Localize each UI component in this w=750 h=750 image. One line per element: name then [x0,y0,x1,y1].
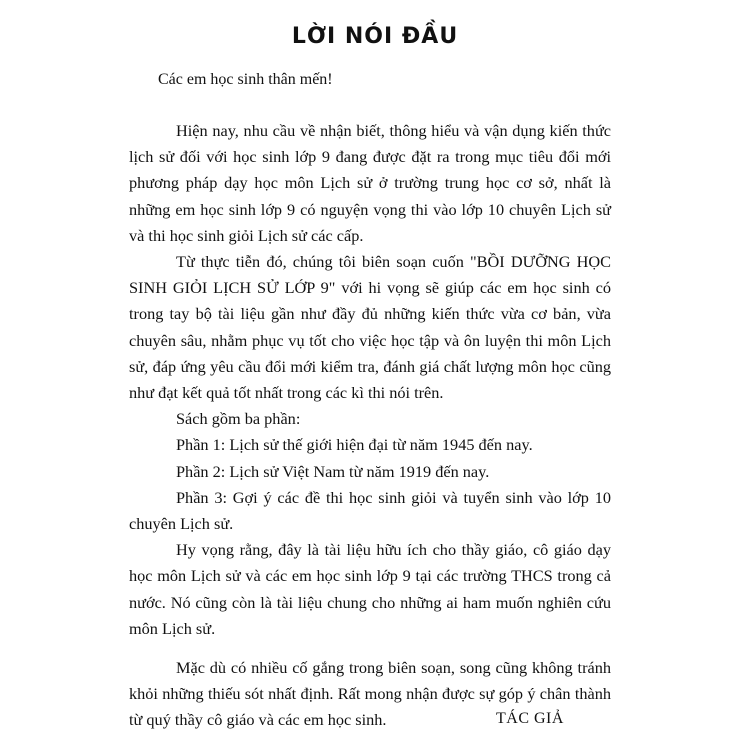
book-part-1: Phần 1: Lịch sử thế giới hiện đại từ năm 1945 đến nay. [176,435,533,455]
author-signature: TÁC GIẢ [496,710,564,727]
book-part-2: Phần 2: Lịch sử Việt Nam từ năm 1919 đến nay. [176,461,490,481]
paragraph-intro: Hiện nay, nhu cầu về nhận biết, thông hiểu và vận dụng kiến thức lịch sử đối với học sinh lớp 9 đang được đặt ra trong mục tiêu đổi mới phương pháp dạy học môn Lịch sử ở trường trung học cơ sở, nhất là những em học sinh lớp 9 có nguyện vọng thi vào lớp 10 chuyên Lịch sử và thi học sinh giỏi Lịch sử các cấp. [129,121,611,245]
paragraph-purpose: Từ thực tiễn đó, chúng tôi biên soạn cuốn "BỒI DƯỠNG HỌC SINH GIỎI LỊCH SỬ LỚP 9" với hi vọng sẽ giúp các em học sinh có trong tay bộ tài liệu gần như đầy đủ những kiến thức vừa cơ bản, vừa chuyên sâu, nhằm phục vụ tốt cho việc học tập và ôn luyện thi môn Lịch sử, đáp ứng yêu cầu đổi mới kiểm tra, đánh giá chất lượng môn học cũng như đạt kết quả tốt nhất trong các kì thi nói trên. [129,252,611,403]
book-parts-intro: Sách gồm ba phần: [176,409,301,429]
document-title: LỜI NÓI ĐẦU [291,23,459,49]
paragraph-hope: Hy vọng rằng, đây là tài liệu hữu ích cho thầy giáo, cô giáo dạy học môn Lịch sử và các em học sinh lớp 9 tại các trường THCS trong cả nước. Nó cũng còn là tài liệu chung cho những ai ham muốn nghiên cứu môn Lịch sử. [129,540,611,638]
paragraph-acknowledgement: Mặc dù có nhiều cố gắng trong biên soạn, song cũng không tránh khỏi những thiếu sót nhất định. Rất mong nhận được sự góp ý chân thành từ quý thầy cô giáo và các em học sinh. [129,658,611,730]
greeting: Các em học sinh thân mến! [158,71,333,88]
book-part-3: Phần 3: Gợi ý các đề thi học sinh giỏi và tuyển sinh vào lớp 10 chuyên Lịch sử. [129,487,611,534]
preface-body [129,118,611,734]
